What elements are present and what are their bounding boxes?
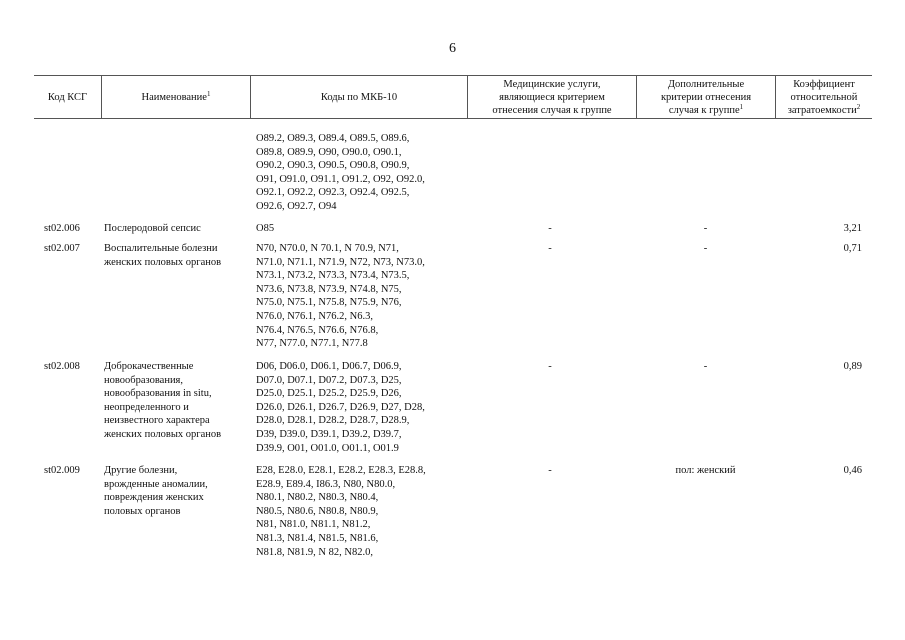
header-code-label: Код КСГ bbox=[47, 91, 88, 103]
mkb-codes: N70, N70.0, N 70.1, N 70.9, N71, N71.0, N71.1, N71.9, N72, N73, N73.0, N73.1, N73.2, N73.3, N73.4, N73.5, N73.6, N73.8, N73.9, N74.8, N75, N75.0, N75.1, N75.8, N75.9, N76, N76.0, N76.1, N76.2, N6.3, N76.4, N76.5, N76.6, N76.8, N77, N77.0, N77.1, N77.8 bbox=[256, 243, 425, 350]
mkb-codes: D06, D06.0, D06.1, D06.7, D06.9, D07.0, D07.1, D07.2, D07.3, D25, D25.0, D25.1, D25.2, D25.9, D26, D26.0, D26.1, D26.7, D26.9, D27, D28, D28.0, D28.1, D28.2, D28.7, D28.9, D39, D39.0, D39.1, D39.2, D39.7, D39.9, O01, O01.0, O01.1, O01.9 bbox=[256, 361, 425, 454]
header-code bbox=[34, 76, 101, 118]
services-value: - bbox=[548, 465, 552, 476]
mkb-codes: O89.2, O89.3, O89.4, O89.5, O89.6, O89.8, O89.9, O90, O90.0, O90.1, O90.2, O90.3, O90.5, O90.8, O90.9, O91, O91.0, O91.1, O91.2, O92, O92.0, O92.1, O92.2, O92.3, O92.4, O92.5, O92.6, O92.7, O94 bbox=[256, 133, 425, 212]
ksg-name: Послеродовой сепсис bbox=[104, 223, 201, 234]
ksg-code: st02.006 bbox=[44, 223, 80, 234]
header-name-label: Наименование$^1$ bbox=[141, 89, 211, 103]
criteria-value: пол: женский bbox=[675, 465, 736, 476]
services-value: - bbox=[548, 361, 552, 372]
header-criteria-label: Дополнительные критерии отнесения случая к группе$^1$ bbox=[660, 78, 752, 116]
ksg-code: st02.008 bbox=[44, 361, 80, 372]
coefficient-value: 0,71 bbox=[843, 243, 862, 254]
coefficient-value: 3,21 bbox=[843, 223, 862, 234]
ksg-name: Доброкачественные новообразования, новообразования in situ, неопределенного и неизвестного характера женских половых органов bbox=[104, 361, 222, 440]
header-services bbox=[467, 76, 636, 118]
ksg-table bbox=[34, 75, 872, 558]
ksg-name: Другие болезни, врожденные аномалии, повреждения женских половых органов bbox=[104, 465, 208, 517]
table-header bbox=[34, 75, 872, 119]
services-value: - bbox=[548, 243, 552, 254]
mkb-codes: O85 bbox=[256, 223, 275, 234]
ksg-code: st02.009 bbox=[44, 465, 80, 476]
criteria-value: - bbox=[703, 243, 708, 254]
mkb-codes: E28, E28.0, E28.1, E28.2, E28.3, E28.8, E28.9, E89.4, I86.3, N80, N80.0, N80.1, N80.2, N80.3, N80.4, N80.5, N80.6, N80.8, N80.9, N81, N81.0, N81.1, N81.2, N81.3, N81.4, N81.5, N81.6, N81.8, N81.9, N 82, N82.0, bbox=[256, 465, 426, 558]
criteria-value: - bbox=[703, 223, 708, 234]
header-coefficient bbox=[775, 76, 872, 118]
header-criteria bbox=[636, 76, 775, 118]
header-mkb-label: Коды по МКБ-10 bbox=[320, 91, 398, 103]
header-mkb bbox=[250, 76, 467, 118]
ksg-code: st02.007 bbox=[44, 243, 80, 254]
services-value: - bbox=[548, 223, 552, 234]
header-coefficient-label: Коэффициент относительной затратоемкости$^2$ bbox=[787, 78, 861, 116]
criteria-value: - bbox=[703, 361, 708, 372]
page-number: 6 bbox=[449, 41, 456, 56]
header-name bbox=[101, 76, 250, 118]
coefficient-value: 0,89 bbox=[843, 361, 862, 372]
ksg-name: Воспалительные болезни женских половых органов bbox=[104, 243, 222, 268]
header-services-label: Медицинские услуги, являющиеся критерием отнесения случая к группе bbox=[492, 78, 612, 116]
coefficient-value: 0,46 bbox=[843, 465, 862, 476]
